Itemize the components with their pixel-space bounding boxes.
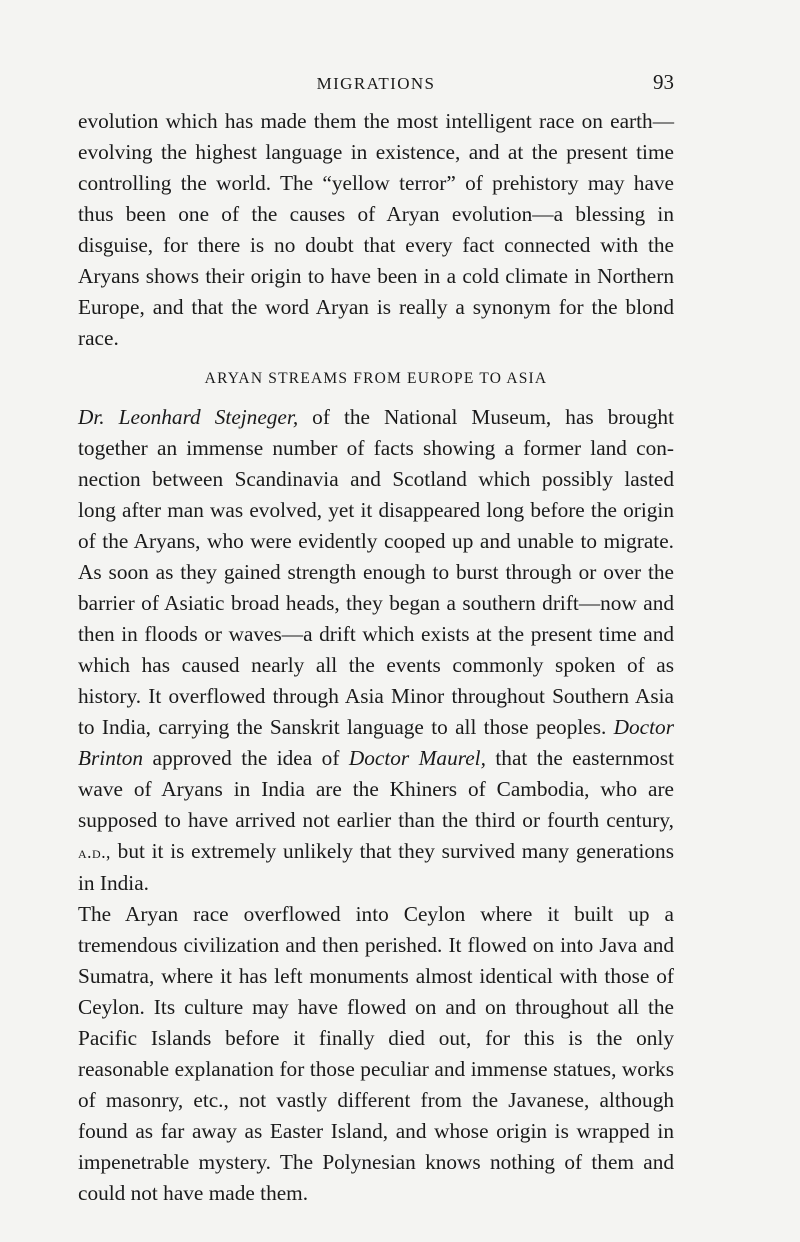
paragraph-text: but it is extremely unlikely that they survived many generations in India. (78, 839, 674, 895)
anno-domini: a.d., (78, 842, 111, 862)
brinton-name: Doctor Brinton (78, 715, 674, 770)
paragraph-evolution: evolution which has made them the most intelligent race on earth—evolving the highest language in existence, and at the present time controlling the world. The “yellow terror” of prehistory may have thus been one of the causes of Aryan evolution—a blessing in disguise, for there is no doubt that every fact connected with the Aryans shows their origin to have been in a cold climate in Northern Europe, and that the word Aryan is really a synonym for the blond race. (78, 109, 674, 350)
page-number: 93 (653, 70, 674, 94)
running-head (78, 70, 674, 106)
maurel-name: Doctor Maurel, (348, 746, 486, 770)
section-heading: ARYAN STREAMS FROM EUROPE TO ASIA (204, 370, 548, 387)
stejneger-name: Dr. Leonhard Stejneger, (78, 405, 299, 429)
paragraph-text: of the National Museum, has brought together an immense number of facts showing a former land connection between Scandinavia and Scotland which possibly lasted long after man was evolved, yet it disappeared long before the origin of the Aryans, who were evidently cooped up and unable to migrate. As soon as they gained strength enough to burst through or over the barrier of Asiatic broad heads, they began a southern drift—now and then in floods or waves—a drift which exists at the present time and which has caused nearly all the events commonly spoken of as history. It overflowed through Asia Minor throughout Southern Asia to India, carrying the Sanskrit language to all those peoples. (78, 405, 674, 739)
chapter-title: MIGRATIONS (316, 74, 436, 93)
body-text (78, 106, 674, 1209)
paragraph-ceylon: The Aryan race overflowed into Ceylon where it built up a tremendous civilization and then perished. It flowed on into Java and Sumatra, where it has left monuments almost identical with those of Ceylon. Its culture may have flowed on and on throughout all the Pacific Islands before it finally died out, for this is the only reasonable explanation for those peculiar and immense statues, works of masonry, etc., not vastly different from the Javanese, although found as far away as Easter Island, and whose origin is wrapped in impenetrable mystery. The Polynesian knows nothing of them and could not have made them. (78, 902, 674, 1205)
paragraph-text: approved the idea of (143, 746, 349, 770)
paragraph-aryan-streams (78, 402, 674, 899)
book-page (78, 70, 674, 1209)
paragraph-text: that the easternmost wave of Aryans in India are the Khiners of Cambodia, who are supposed to have arrived not earlier than the third or fourth century, (78, 746, 674, 832)
